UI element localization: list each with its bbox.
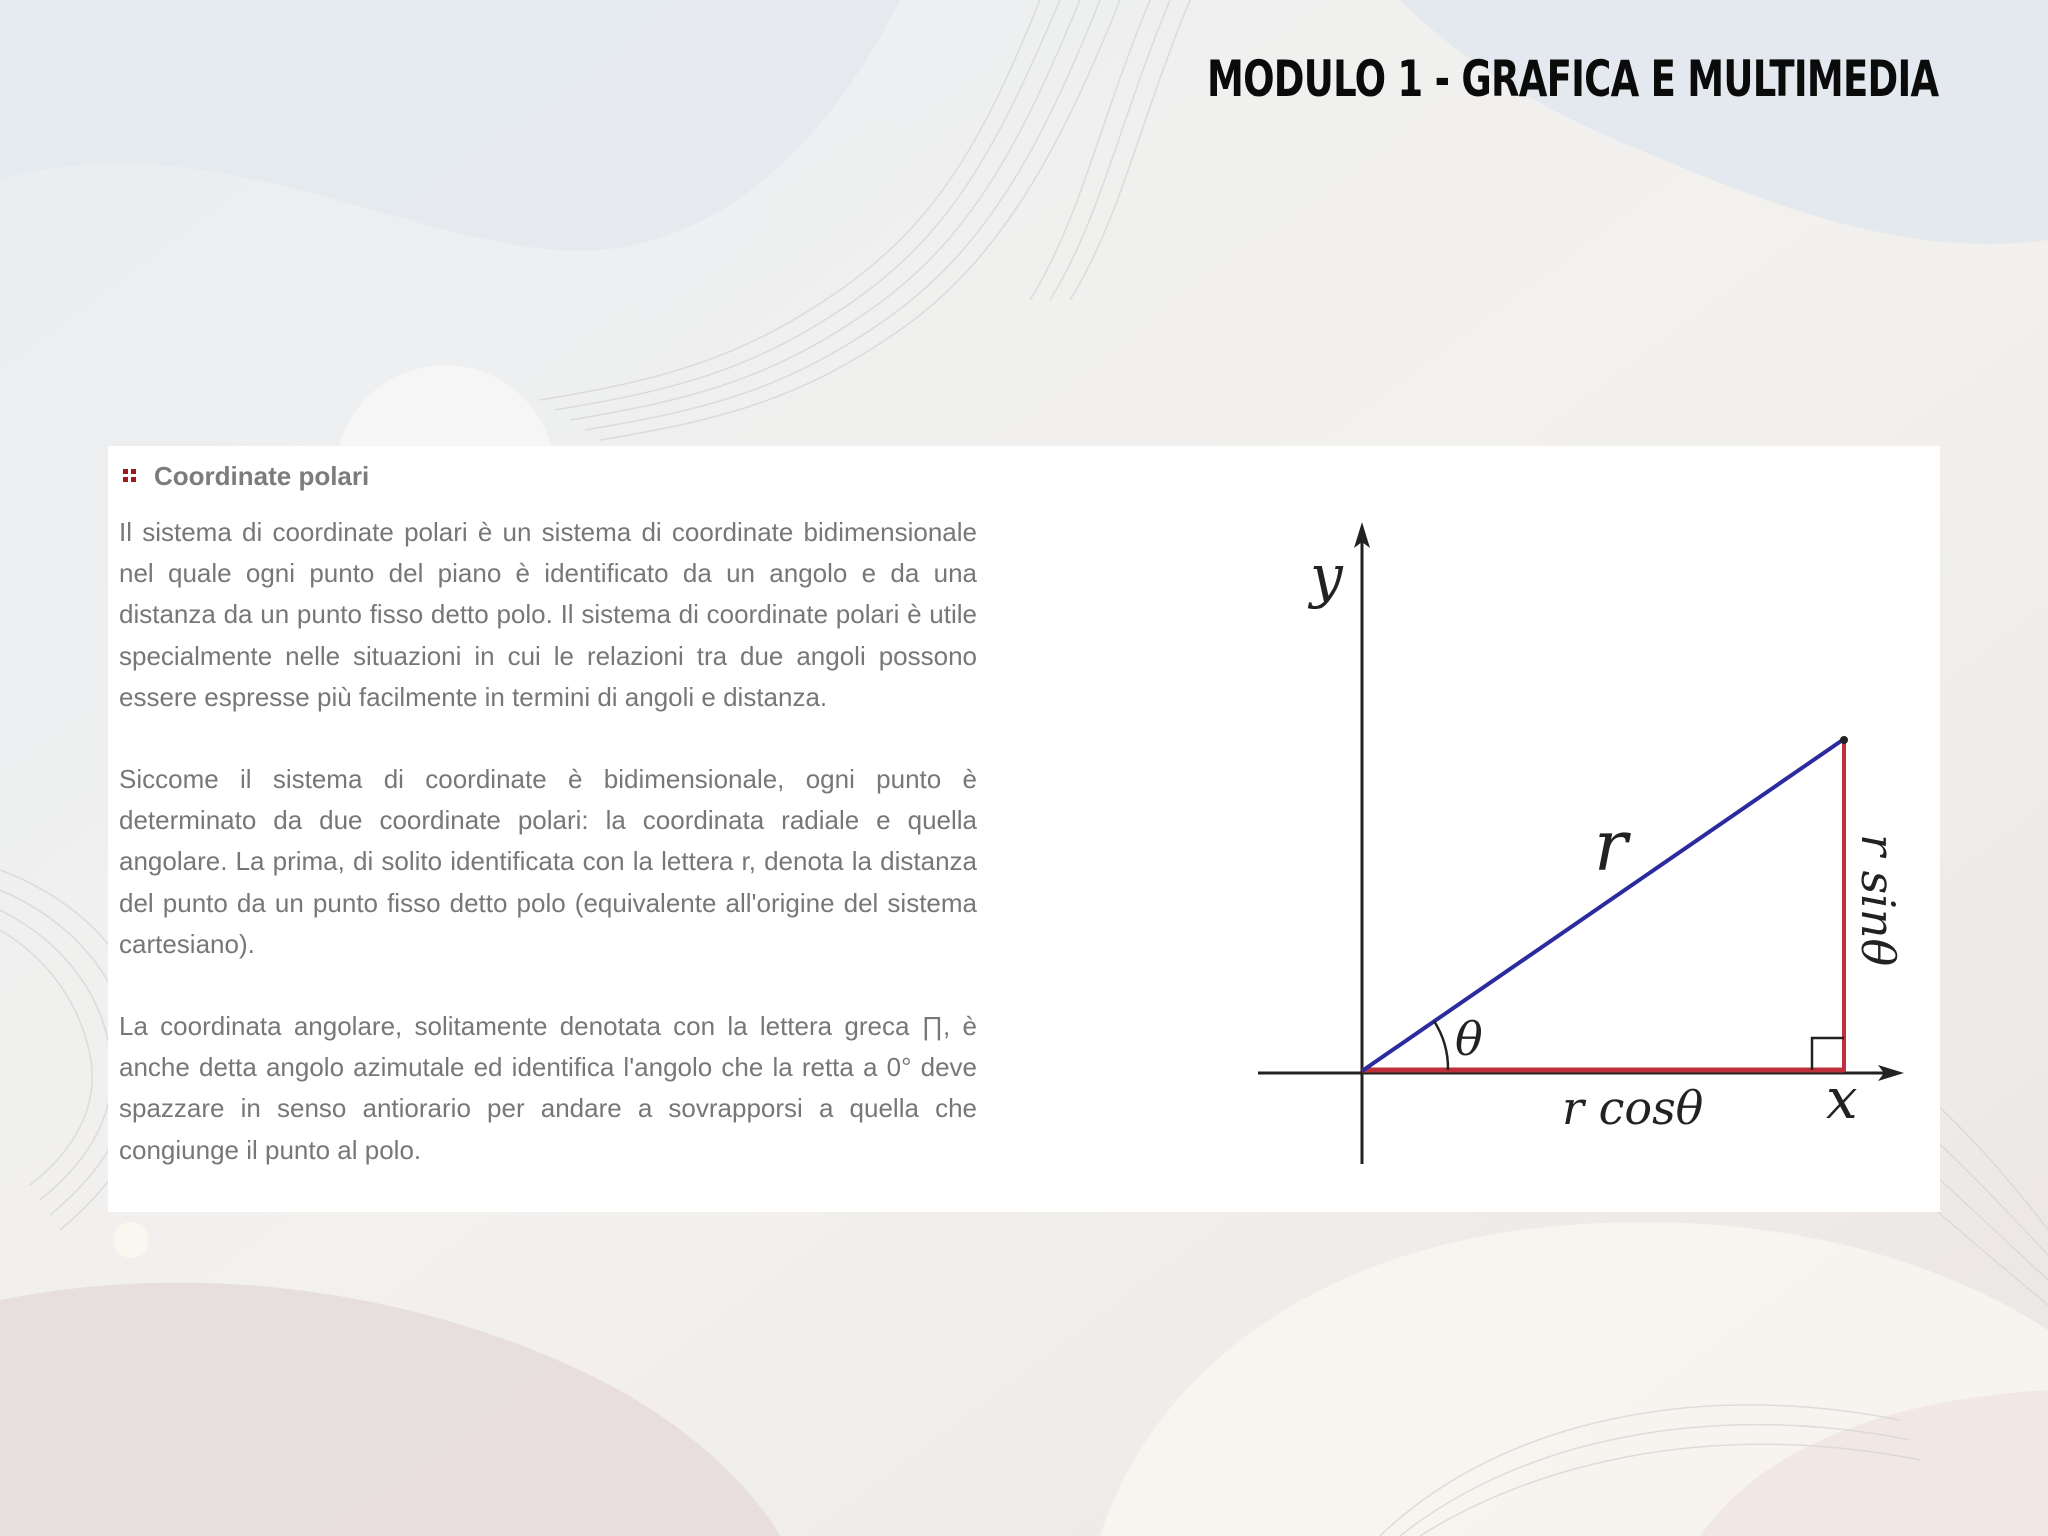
y-axis-label: y bbox=[1310, 542, 1343, 610]
slide-title: MODULO 1 - GRAFICA E MULTIMEDIA bbox=[1206, 50, 1938, 108]
body-text bbox=[119, 512, 977, 1212]
horizontal-leg-label: r cosθ bbox=[1562, 1081, 1704, 1135]
paragraph-1: Il sistema di coordinate polari è un sistema di coordinate bidimensionale nel quale ogni punto del piano è identificato da un angolo e da una distanza da un punto fisso detto polo. Il sistema di coordinate polari è utile specialmente nelle situazioni in cui le relazioni tra due angoli possono essere espresse più facilmente in termini di angoli e distanza. bbox=[119, 517, 977, 712]
section-heading bbox=[120, 456, 369, 496]
radius-label: r bbox=[1594, 805, 1628, 887]
paragraph-2: Siccome il sistema di coordinate è bidimensionale, ogni punto è determinato da due coordinate polari: la coordinata radiale e quella angolare. La prima, di solito identificata con la lettera r, denota la distanza del punto da un punto fisso detto polo (equivalente all'origine del sistema cartesiano). bbox=[119, 764, 977, 959]
vertical-leg-label: r sinθ bbox=[1851, 834, 1905, 967]
angle-label: θ bbox=[1455, 1012, 1483, 1066]
grid-bullet-icon bbox=[120, 466, 140, 486]
paragraph-3: La coordinata angolare, solitamente denotata con la lettera greca ∏, è anche detta angolo azimutale ed identifica l'angolo che la retta a 0° deve spazzare in senso antiorario per andare a sovrapporsi a quella che congiunge il punto al polo. bbox=[119, 1011, 977, 1165]
point-marker bbox=[1840, 736, 1848, 744]
x-axis-label: x bbox=[1826, 1067, 1858, 1132]
polar-coordinates-diagram bbox=[1250, 518, 1910, 1172]
right-angle-marker bbox=[1812, 1038, 1844, 1070]
section-title: Coordinate polari bbox=[154, 460, 370, 491]
angle-arc bbox=[1434, 1021, 1448, 1070]
